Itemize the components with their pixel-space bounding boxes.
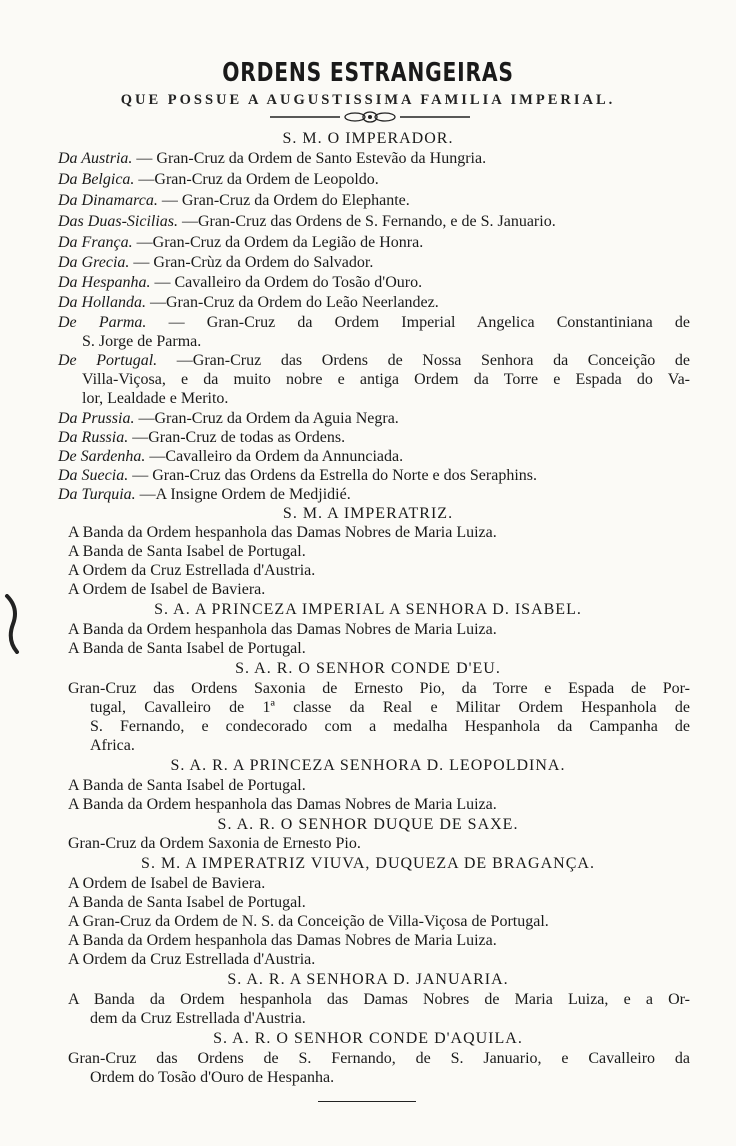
order-row-continuation: lor, Lealdade e Merito.: [82, 390, 229, 407]
order-row: [58, 171, 379, 189]
order-text: —Gran-Cruz das Ordens de Nossa Senhora da Conceição de: [176, 352, 691, 369]
country: Da Hollanda.: [58, 294, 146, 311]
order-text: — Gran-Cruz da Ordem de Santo Estevão da Hungria.: [136, 150, 487, 167]
order-row: [58, 234, 423, 252]
country: Da Turquia.: [58, 486, 136, 503]
binding-mark: [2, 594, 22, 654]
order-line: A Ordem de Isabel de Baviera.: [68, 581, 266, 598]
section-heading-imperatriz: S. M. A IMPERATRIZ.: [282, 505, 454, 522]
order-line: A Banda da Ordem hespanhola das Damas Nobres de Maria Luiza.: [68, 796, 497, 813]
section-heading-conde-eu: S. A. R. O SENHOR CONDE D'EU.: [235, 660, 501, 677]
country: Da França.: [58, 234, 133, 251]
order-row: [58, 352, 690, 370]
order-line: A Banda da Ordem hespanhola das Damas Nobres de Maria Luiza, e a Or-: [68, 991, 690, 1008]
order-row: [58, 410, 399, 428]
country: Da Suecia.: [58, 467, 129, 484]
order-text: — Gran-Cruz da Ordem Imperial Angelica Constantiniana de: [168, 314, 690, 331]
order-line: Gran-Cruz das Ordens Saxonia de Ernesto Pio, da Torre e Espada de Por-: [68, 680, 690, 697]
country: Da Russia.: [58, 429, 129, 446]
section-heading-leopoldina: S. A. R. A PRINCEZA SENHORA D. LEOPOLDINA.: [170, 757, 566, 774]
section-heading-duque-saxe: S. A. R. O SENHOR DUQUE DE SAXE.: [217, 816, 519, 833]
order-row: [58, 192, 410, 210]
order-line: tugal, Cavalleiro de 1ª classe da Real e Militar Ordem Hespanhola de: [90, 699, 690, 716]
country: De Portugal.: [58, 352, 158, 369]
order-row: [58, 150, 486, 168]
page-title: ORDENS ESTRANGEIRAS: [222, 58, 514, 88]
order-line: A Banda de Santa Isabel de Portugal.: [68, 543, 306, 560]
country: De Sardenha.: [58, 448, 146, 465]
order-text: —Gran-Cruz de todas as Ordens.: [132, 429, 346, 446]
section-heading-imperatriz-viuva: S. M. A IMPERATRIZ VIUVA, DUQUEZA DE BRAGANÇA.: [141, 855, 595, 872]
order-line: A Ordem da Cruz Estrellada d'Austria.: [68, 951, 316, 968]
order-row: [58, 486, 351, 504]
order-row: [58, 274, 422, 292]
order-row: [58, 314, 690, 332]
order-line: A Banda de Santa Isabel de Portugal.: [68, 777, 306, 794]
order-text: — Gran-Cruz da Ordem do Elephante.: [161, 192, 410, 209]
country: Da Grecia.: [58, 254, 130, 271]
bottom-rule: [318, 1101, 416, 1102]
order-text: — Gran-Crùz da Ordem do Salvador.: [133, 254, 374, 271]
order-text: —Gran-Cruz da Ordem da Legião de Honra.: [136, 234, 424, 251]
order-line: dem da Cruz Estrellada d'Austria.: [90, 1010, 306, 1027]
country: Da Prussia.: [58, 410, 135, 427]
order-text: —Gran-Cruz da Ordem do Leão Neerlandez.: [150, 294, 439, 311]
country: Da Belgica.: [58, 171, 135, 188]
ornament-divider: [270, 111, 470, 123]
order-line: Gran-Cruz da Ordem Saxonia de Ernesto Pio.: [68, 835, 361, 852]
order-text: —Gran-Cruz da Ordem da Aguia Negra.: [138, 410, 399, 427]
order-row: [58, 467, 537, 485]
section-heading-januaria: S. A. R. A SENHORA D. JANUARIA.: [227, 971, 509, 988]
order-row-continuation: S. Jorge de Parma.: [82, 333, 202, 350]
order-line: Gran-Cruz das Ordens de S. Fernando, de S. Januario, e Cavalleiro da: [68, 1050, 690, 1067]
order-row: [58, 294, 439, 312]
order-line: A Ordem de Isabel de Baviera.: [68, 875, 266, 892]
order-line: Africa.: [90, 737, 135, 754]
country: Das Duas-Sicilias.: [58, 213, 178, 230]
order-text: — Cavalleiro da Ordem do Tosão d'Ouro.: [154, 274, 423, 291]
country: Da Hespanha.: [58, 274, 151, 291]
order-row-continuation: Villa-Viçosa, e da muito nobre e antiga Ordem da Torre e Espada do Va-: [82, 371, 690, 388]
order-line: A Banda da Ordem hespanhola das Damas Nobres de Maria Luiza.: [68, 621, 497, 638]
order-line: A Banda de Santa Isabel de Portugal.: [68, 640, 306, 657]
order-line: Ordem do Tosão d'Ouro de Hespanha.: [90, 1069, 335, 1086]
order-row: [58, 448, 403, 466]
order-line: A Banda de Santa Isabel de Portugal.: [68, 894, 306, 911]
section-heading-conde-aquila: S. A. R. O SENHOR CONDE D'AQUILA.: [213, 1030, 523, 1047]
section-heading-imperador: S. M. O IMPERADOR.: [282, 130, 454, 147]
order-text: —Cavalleiro da Ordem da Annunciada.: [149, 448, 404, 465]
country: Da Austria.: [58, 150, 133, 167]
order-line: A Banda da Ordem hespanhola das Damas Nobres de Maria Luiza.: [68, 524, 497, 541]
order-line: A Ordem da Cruz Estrellada d'Austria.: [68, 562, 316, 579]
order-row: [58, 429, 345, 447]
order-line: S. Fernando, e condecorado com a medalha Hespanhola da Campanha de: [90, 718, 690, 735]
order-line: A Banda da Ordem hespanhola das Damas Nobres de Maria Luiza.: [68, 932, 497, 949]
order-text: —Gran-Cruz das Ordens de S. Fernando, e de S. Januario.: [182, 213, 556, 230]
order-text: — Gran-Cruz das Ordens da Estrella do Norte e dos Seraphins.: [132, 467, 537, 484]
country: Da Dinamarca.: [58, 192, 158, 209]
order-text: —Gran-Cruz da Ordem de Leopoldo.: [138, 171, 379, 188]
order-row: [58, 213, 556, 231]
order-line: A Gran-Cruz da Ordem de N. S. da Conceição de Villa-Viçosa de Portugal.: [68, 913, 549, 930]
order-text: —A Insigne Ordem de Medjidié.: [139, 486, 351, 503]
country: De Parma.: [58, 314, 147, 331]
order-row: [58, 254, 373, 272]
section-heading-princeza-isabel: S. A. A PRINCEZA IMPERIAL A SENHORA D. ISABEL.: [154, 601, 582, 618]
page-subtitle: QUE POSSUE A AUGUSTISSIMA FAMILIA IMPERIAL.: [120, 92, 616, 108]
